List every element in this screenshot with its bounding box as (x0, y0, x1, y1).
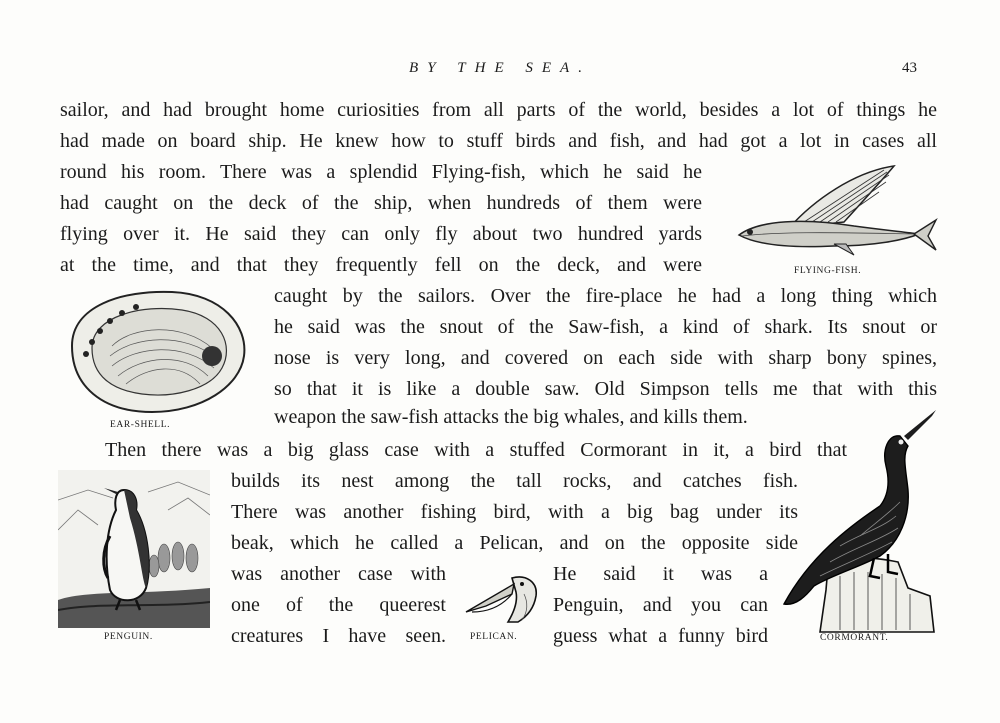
text-line: sailor, and had brought home curiosities from all parts of the world, besides a lot of things he (60, 99, 937, 121)
penguin-illustration (58, 470, 210, 628)
text-line: He said it was a (553, 563, 768, 585)
pelican-illustration (462, 572, 542, 626)
text-line: had made on board ship. He knew how to stuff birds and fish, and had got a lot in cases all (60, 130, 937, 152)
text-line: Penguin, and you can (553, 594, 768, 616)
pelican-caption: PELICAN. (470, 632, 518, 642)
text-line: caught by the sailors. Over the fire-place he had a long thing which (274, 285, 937, 307)
text-line: round his room. There was a splendid Flying-fish, which he said he (60, 161, 702, 183)
page-number: 43 (902, 60, 917, 76)
text-line: beak, which he called a Pelican, and on the opposite side (231, 532, 798, 554)
text-line: weapon the saw-fish attacks the big whales, and kills them. (274, 406, 748, 428)
cormorant-illustration (770, 406, 940, 636)
running-head: BY THE SEA. (409, 60, 591, 76)
ear-shell-caption: EAR-SHELL. (110, 420, 171, 430)
text-line: flying over it. He said they can only fly about two hundred yards (60, 223, 702, 245)
text-line: There was another fishing bird, with a big bag under its (231, 501, 798, 523)
penguin-caption: PENGUIN. (104, 632, 153, 642)
text-line: guess what a funny bird (553, 625, 768, 647)
text-line: at the time, and that they frequently fell on the deck, and were (60, 254, 702, 276)
text-line: so that it is like a double saw. Old Simpson tells me that with this (274, 378, 937, 400)
text-line: creatures I have seen. (231, 625, 446, 647)
text-line: was another case with (231, 563, 446, 585)
text-line: he said was the snout of the Saw-fish, a kind of shark. Its snout or (274, 316, 937, 338)
text-line: builds its nest among the tall rocks, and catches fish. (231, 470, 798, 492)
flying-fish-caption: FLYING-FISH. (794, 266, 862, 276)
text-line: one of the queerest (231, 594, 446, 616)
cormorant-caption: CORMORANT. (820, 633, 889, 643)
ear-shell-illustration (62, 286, 252, 418)
flying-fish-illustration (734, 160, 940, 260)
text-line: nose is very long, and covered on each side with sharp bony spines, (274, 347, 937, 369)
text-line: Then there was a big glass case with a stuffed Cormorant in it, a bird that (105, 439, 847, 461)
text-line: had caught on the deck of the ship, when hundreds of them were (60, 192, 702, 214)
